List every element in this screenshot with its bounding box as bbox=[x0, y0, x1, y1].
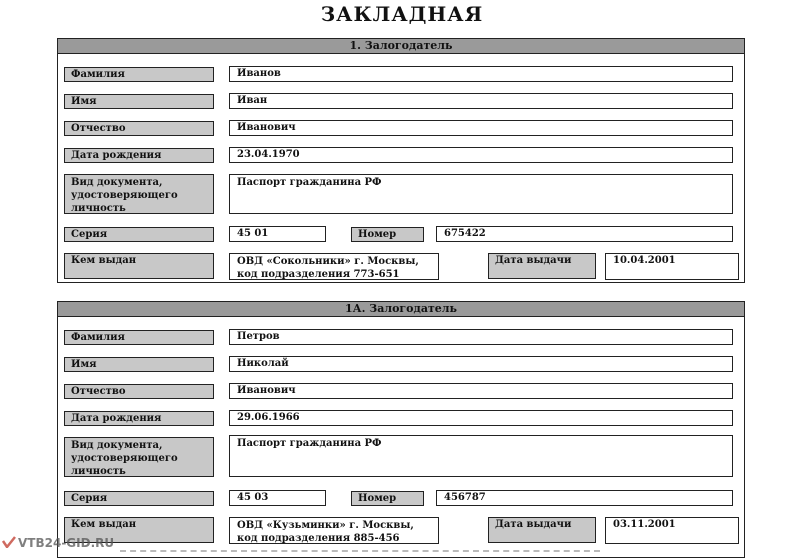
patronymic-field[interactable]: Иванович bbox=[229, 120, 733, 136]
id-document-field[interactable]: Паспорт гражданина РФ bbox=[229, 174, 733, 214]
birth-date-label: Дата рождения bbox=[64, 148, 214, 163]
issued-by-field[interactable]: ОВД «Кузьминки» г. Москвы, код подразделения 885-456 bbox=[229, 517, 439, 544]
name-label: Имя bbox=[64, 94, 214, 109]
patronymic-label: Отчество bbox=[64, 121, 214, 136]
number-label: Номер bbox=[351, 491, 424, 506]
surname-label: Фамилия bbox=[64, 67, 214, 82]
patronymic-field[interactable]: Иванович bbox=[229, 383, 733, 399]
name-field[interactable]: Николай bbox=[229, 356, 733, 372]
surname-label: Фамилия bbox=[64, 330, 214, 345]
number-field[interactable]: 675422 bbox=[436, 226, 733, 242]
issued-by-field[interactable]: ОВД «Сокольники» г. Москвы, код подразделения 773-651 bbox=[229, 253, 439, 280]
watermark-text: VTB24-GID.RU bbox=[18, 536, 115, 550]
page-title: ЗАКЛАДНАЯ bbox=[320, 2, 484, 26]
series-field[interactable]: 45 03 bbox=[229, 490, 326, 506]
series-label: Серия bbox=[64, 227, 214, 242]
surname-field[interactable]: Иванов bbox=[229, 66, 733, 82]
surname-field[interactable]: Петров bbox=[229, 329, 733, 345]
pledgor-section-1a bbox=[57, 301, 745, 558]
pledgor-section-1 bbox=[57, 38, 745, 283]
number-label: Номер bbox=[351, 227, 424, 242]
issue-date-field[interactable]: 10.04.2001 bbox=[605, 253, 739, 280]
birth-date-label: Дата рождения bbox=[64, 411, 214, 426]
watermark bbox=[2, 536, 114, 550]
id-document-label: Вид документа, удостоверяющего личность bbox=[64, 437, 214, 477]
number-field[interactable]: 456787 bbox=[436, 490, 733, 506]
issue-date-label: Дата выдачи bbox=[488, 517, 596, 543]
series-field[interactable]: 45 01 bbox=[229, 226, 326, 242]
name-field[interactable]: Иван bbox=[229, 93, 733, 109]
issue-date-field[interactable]: 03.11.2001 bbox=[605, 517, 739, 544]
id-document-label: Вид документа, удостоверяющего личность bbox=[64, 174, 214, 214]
cut-off-text-line bbox=[120, 550, 600, 558]
id-document-field[interactable]: Паспорт гражданина РФ bbox=[229, 435, 733, 477]
check-arrow-icon bbox=[2, 536, 16, 548]
name-label: Имя bbox=[64, 357, 214, 372]
issued-by-label: Кем выдан bbox=[64, 253, 214, 279]
series-label: Серия bbox=[64, 491, 214, 506]
issued-by-label: Кем выдан bbox=[64, 517, 214, 543]
birth-date-field[interactable]: 29.06.1966 bbox=[229, 410, 733, 426]
birth-date-field[interactable]: 23.04.1970 bbox=[229, 147, 733, 163]
section-header: 1. Залогодатель bbox=[58, 39, 744, 54]
issue-date-label: Дата выдачи bbox=[488, 253, 596, 279]
patronymic-label: Отчество bbox=[64, 384, 214, 399]
section-header: 1А. Залогодатель bbox=[58, 302, 744, 317]
